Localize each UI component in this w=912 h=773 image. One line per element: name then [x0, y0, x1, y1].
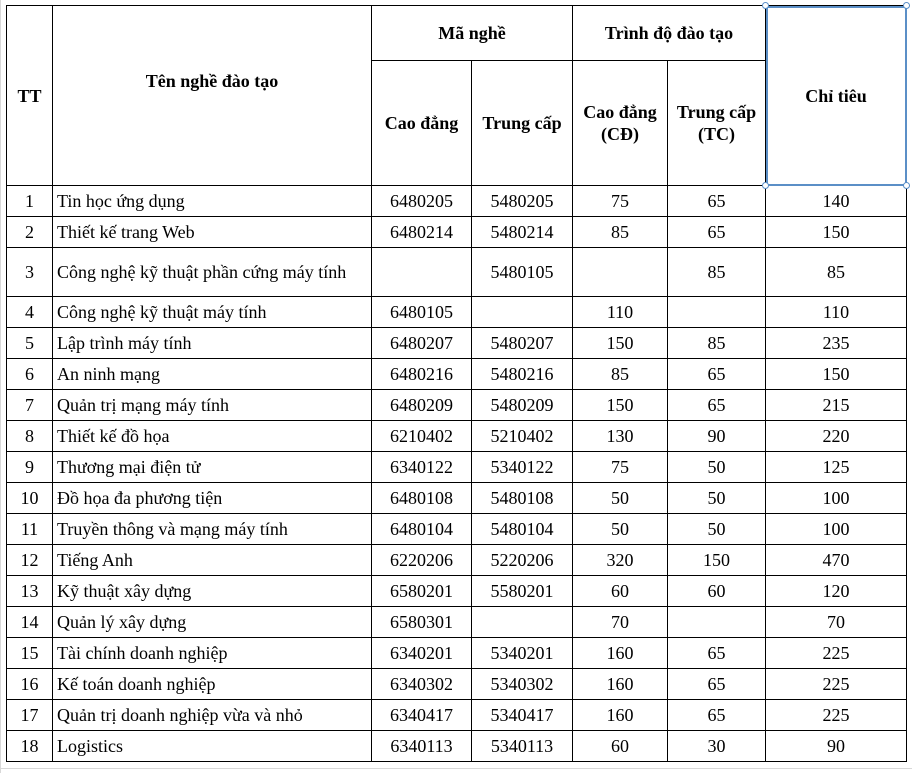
cell-name[interactable]: An ninh mạng — [53, 359, 372, 390]
cell-code-tc[interactable]: 5480104 — [472, 514, 573, 545]
cell-quota[interactable]: 90 — [766, 731, 907, 762]
cell-level-cd[interactable]: 85 — [573, 217, 668, 248]
cell-tt[interactable]: 10 — [7, 483, 53, 514]
cell-level-cd[interactable]: 130 — [573, 421, 668, 452]
cell-level-cd[interactable]: 160 — [573, 700, 668, 731]
cell-code-cd[interactable]: 6580201 — [372, 576, 472, 607]
cell-name[interactable]: Quản lý xây dựng — [53, 607, 372, 638]
cell-level-tc[interactable] — [668, 297, 766, 328]
cell-name[interactable]: Thương mại điện tử — [53, 452, 372, 483]
table-body — [7, 186, 907, 762]
table-row — [7, 248, 907, 297]
cell-level-tc[interactable]: 85 — [668, 248, 766, 297]
cell-code-tc[interactable] — [472, 297, 573, 328]
cell-code-tc[interactable]: 5220206 — [472, 545, 573, 576]
cell-level-tc[interactable]: 65 — [668, 700, 766, 731]
cell-tt[interactable]: 6 — [7, 359, 53, 390]
table-row — [7, 452, 907, 483]
cell-level-tc[interactable]: 60 — [668, 576, 766, 607]
cell-name[interactable]: Tiếng Anh — [53, 545, 372, 576]
header-code-tc: Trung cấp — [472, 61, 573, 186]
cell-tt[interactable]: 15 — [7, 638, 53, 669]
cell-tt[interactable]: 18 — [7, 731, 53, 762]
selection-handle-bottom-right[interactable] — [903, 182, 910, 189]
table-row — [7, 483, 907, 514]
cell-level-cd[interactable]: 110 — [573, 297, 668, 328]
table-row — [7, 186, 907, 217]
cell-code-cd[interactable]: 6580301 — [372, 607, 472, 638]
cell-code-tc[interactable]: 5210402 — [472, 421, 573, 452]
cell-name[interactable]: Kỹ thuật xây dựng — [53, 576, 372, 607]
cell-level-tc[interactable]: 90 — [668, 421, 766, 452]
cell-level-tc[interactable] — [668, 607, 766, 638]
cell-tt[interactable]: 1 — [7, 186, 53, 217]
selection-handle-top-right[interactable] — [903, 2, 910, 9]
cell-name[interactable]: Thiết kế đồ họa — [53, 421, 372, 452]
cell-quota[interactable]: 225 — [766, 669, 907, 700]
cell-code-cd[interactable]: 6340302 — [372, 669, 472, 700]
cell-level-cd[interactable]: 60 — [573, 576, 668, 607]
cell-code-cd[interactable]: 6210402 — [372, 421, 472, 452]
cell-name[interactable]: Thiết kế trang Web — [53, 217, 372, 248]
cell-code-cd[interactable]: 6480214 — [372, 217, 472, 248]
cell-quota[interactable]: 150 — [766, 359, 907, 390]
cell-level-cd[interactable]: 160 — [573, 638, 668, 669]
cell-level-cd[interactable]: 50 — [573, 483, 668, 514]
cell-level-cd[interactable]: 150 — [573, 390, 668, 421]
cell-quota[interactable]: 220 — [766, 421, 907, 452]
cell-level-tc[interactable]: 65 — [668, 638, 766, 669]
cell-code-tc[interactable]: 5480207 — [472, 328, 573, 359]
table-row — [7, 328, 907, 359]
cell-quota[interactable]: 150 — [766, 217, 907, 248]
cell-level-tc[interactable]: 50 — [668, 483, 766, 514]
cell-code-tc[interactable]: 5480205 — [472, 186, 573, 217]
cell-code-cd[interactable]: 6340417 — [372, 700, 472, 731]
cell-level-cd[interactable]: 75 — [573, 452, 668, 483]
table-row — [7, 638, 907, 669]
cell-level-tc[interactable]: 150 — [668, 545, 766, 576]
header-quota[interactable] — [766, 6, 907, 186]
cell-name[interactable]: Quản trị doanh nghiệp vừa và nhỏ — [53, 700, 372, 731]
cell-code-tc[interactable]: 5480105 — [472, 248, 573, 297]
cell-level-cd[interactable]: 150 — [573, 328, 668, 359]
cell-code-cd[interactable]: 6480209 — [372, 390, 472, 421]
table-row — [7, 700, 907, 731]
cell-quota[interactable]: 235 — [766, 328, 907, 359]
header-level-cd: Cao đẳng (CĐ) — [573, 61, 668, 186]
cell-code-tc[interactable] — [472, 607, 573, 638]
cell-name[interactable]: Công nghệ kỹ thuật phần cứng máy tính — [53, 248, 372, 297]
cell-code-tc[interactable]: 5580201 — [472, 576, 573, 607]
cell-level-tc[interactable]: 65 — [668, 669, 766, 700]
cell-name[interactable]: Logistics — [53, 731, 372, 762]
cell-quota[interactable]: 70 — [766, 607, 907, 638]
table-row — [7, 669, 907, 700]
cell-quota[interactable]: 215 — [766, 390, 907, 421]
cell-code-cd[interactable] — [372, 248, 472, 297]
cell-code-tc[interactable]: 5340417 — [472, 700, 573, 731]
cell-name[interactable]: Truyền thông và mạng máy tính — [53, 514, 372, 545]
cell-code-cd[interactable]: 6480207 — [372, 328, 472, 359]
cell-quota[interactable]: 120 — [766, 576, 907, 607]
cell-code-tc[interactable]: 5340113 — [472, 731, 573, 762]
cell-level-cd[interactable]: 50 — [573, 514, 668, 545]
cell-code-cd[interactable]: 6340201 — [372, 638, 472, 669]
cell-code-tc[interactable]: 5340201 — [472, 638, 573, 669]
cell-quota[interactable]: 110 — [766, 297, 907, 328]
table-row — [7, 359, 907, 390]
cell-code-tc[interactable]: 5480214 — [472, 217, 573, 248]
cell-tt[interactable]: 7 — [7, 390, 53, 421]
cell-tt[interactable]: 13 — [7, 576, 53, 607]
table-row — [7, 297, 907, 328]
cell-tt[interactable]: 3 — [7, 248, 53, 297]
header-level-group: Trình độ đào tạo — [573, 6, 766, 61]
selection-handle-top-left[interactable] — [762, 2, 769, 9]
cell-quota[interactable]: 470 — [766, 545, 907, 576]
selection-handle-bottom-left[interactable] — [762, 182, 769, 189]
cell-tt[interactable]: 5 — [7, 328, 53, 359]
cell-code-tc[interactable]: 5480108 — [472, 483, 573, 514]
table-row — [7, 390, 907, 421]
cell-tt[interactable]: 17 — [7, 700, 53, 731]
cell-quota[interactable]: 100 — [766, 483, 907, 514]
cell-quota[interactable]: 225 — [766, 700, 907, 731]
cell-tt[interactable]: 12 — [7, 545, 53, 576]
cell-tt[interactable]: 9 — [7, 452, 53, 483]
cell-name[interactable]: Tài chính doanh nghiệp — [53, 638, 372, 669]
cell-name[interactable]: Lập trình máy tính — [53, 328, 372, 359]
cell-quota[interactable]: 125 — [766, 452, 907, 483]
cell-level-cd[interactable]: 160 — [573, 669, 668, 700]
gridline-bottom — [0, 768, 912, 769]
header-code-group: Mã nghề — [372, 6, 573, 61]
cell-quota[interactable]: 100 — [766, 514, 907, 545]
cell-level-cd[interactable]: 75 — [573, 186, 668, 217]
cell-level-cd[interactable]: 320 — [573, 545, 668, 576]
header-tt: TT — [7, 6, 53, 186]
cell-level-tc[interactable]: 65 — [668, 186, 766, 217]
cell-name[interactable]: Quản trị mạng máy tính — [53, 390, 372, 421]
cell-level-tc[interactable]: 30 — [668, 731, 766, 762]
cell-name[interactable]: Kế toán doanh nghiệp — [53, 669, 372, 700]
cell-tt[interactable]: 4 — [7, 297, 53, 328]
table-row — [7, 731, 907, 762]
cell-code-tc[interactable]: 5480209 — [472, 390, 573, 421]
cell-code-tc[interactable]: 5480216 — [472, 359, 573, 390]
cell-code-cd[interactable]: 6220206 — [372, 545, 472, 576]
table-row — [7, 421, 907, 452]
cell-level-tc[interactable]: 65 — [668, 359, 766, 390]
table-row — [7, 607, 907, 638]
cell-tt[interactable]: 14 — [7, 607, 53, 638]
gridline-left — [0, 0, 1, 773]
cell-quota[interactable]: 140 — [766, 186, 907, 217]
cell-code-cd[interactable]: 6480104 — [372, 514, 472, 545]
cell-code-cd[interactable]: 6340113 — [372, 731, 472, 762]
table-row — [7, 545, 907, 576]
header-level-tc: Trung cấp (TC) — [668, 61, 766, 186]
table-row — [7, 576, 907, 607]
cell-level-cd[interactable]: 60 — [573, 731, 668, 762]
cell-tt[interactable]: 11 — [7, 514, 53, 545]
cell-code-tc[interactable]: 5340302 — [472, 669, 573, 700]
cell-level-tc[interactable]: 50 — [668, 514, 766, 545]
cell-code-cd[interactable]: 6480216 — [372, 359, 472, 390]
cell-level-cd[interactable]: 85 — [573, 359, 668, 390]
cell-tt[interactable]: 16 — [7, 669, 53, 700]
cell-tt[interactable]: 2 — [7, 217, 53, 248]
cell-level-tc[interactable]: 85 — [668, 328, 766, 359]
cell-code-tc[interactable]: 5340122 — [472, 452, 573, 483]
cell-name[interactable]: Đồ họa đa phương tiện — [53, 483, 372, 514]
cell-level-tc[interactable]: 65 — [668, 390, 766, 421]
table-row — [7, 514, 907, 545]
cell-code-cd[interactable]: 6480105 — [372, 297, 472, 328]
cell-name[interactable]: Công nghệ kỹ thuật máy tính — [53, 297, 372, 328]
cell-name[interactable]: Tin học ứng dụng — [53, 186, 372, 217]
cell-code-cd[interactable]: 6480205 — [372, 186, 472, 217]
header-quota-label: Chỉ tiêu — [805, 85, 867, 106]
table-row — [7, 217, 907, 248]
cell-level-tc[interactable]: 50 — [668, 452, 766, 483]
cell-tt[interactable]: 8 — [7, 421, 53, 452]
cell-level-tc[interactable]: 65 — [668, 217, 766, 248]
header-name: Tên nghề đào tạo — [53, 6, 372, 186]
cell-quota[interactable]: 85 — [766, 248, 907, 297]
cell-quota[interactable]: 225 — [766, 638, 907, 669]
cell-level-cd[interactable] — [573, 248, 668, 297]
training-quota-table — [6, 5, 907, 762]
cell-code-cd[interactable]: 6340122 — [372, 452, 472, 483]
cell-level-cd[interactable]: 70 — [573, 607, 668, 638]
header-code-cd: Cao đẳng — [372, 61, 472, 186]
cell-code-cd[interactable]: 6480108 — [372, 483, 472, 514]
